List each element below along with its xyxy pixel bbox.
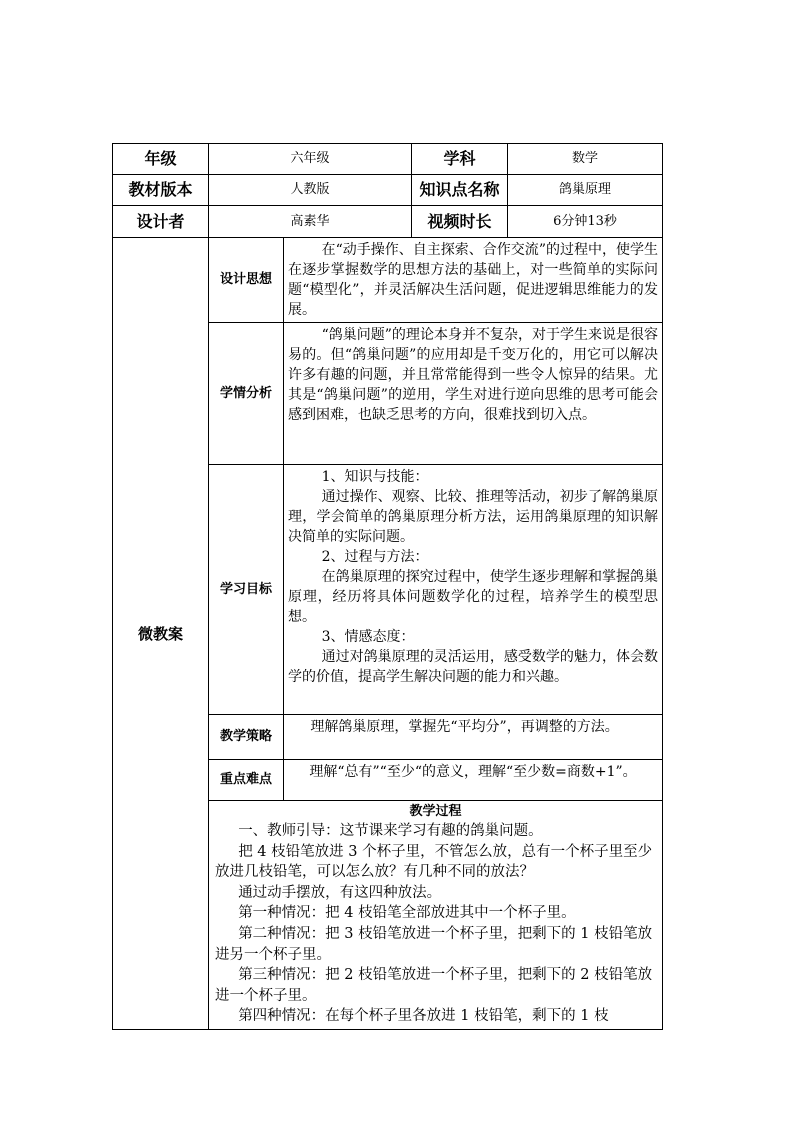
process-title: 教学过程 bbox=[409, 804, 462, 819]
micro-plan-label: 微教案 bbox=[113, 238, 209, 1030]
subject-value: 数学 bbox=[508, 144, 663, 175]
edition-label: 教材版本 bbox=[113, 175, 209, 206]
designer-label: 设计者 bbox=[113, 206, 209, 238]
design-idea-text-cell bbox=[284, 238, 663, 323]
strategy-label: 教学策略 bbox=[209, 715, 284, 760]
learner-analysis-text: “鸽巢问题”的理论本身并不复杂，对于学生来说是很容易的。但“鸽巢问题”的应用却是千变万化的，用它可以解决许多有趣的问题，并且常常能得到一些令人惊异的结果。尤其是“鸽巢问题”的逆用，学生对进行逆向思维的思考可能会感到困难，也缺乏思考的方向，很难找到切入点。 bbox=[288, 327, 659, 423]
process-cell bbox=[209, 801, 663, 1030]
objective-text: 通过操作、观察、比较、推理等活动，初步了解鸽巢原理，学会简单的鸽巢原理分析方法，运用鸽巢原理的知识解决简单的实际问题。 bbox=[288, 489, 659, 545]
lesson-plan-table bbox=[112, 143, 663, 1030]
process-paragraph: 第一种情况：把 4 枝铅笔全部放进其中一个杯子里。 bbox=[238, 905, 576, 922]
process-paragraph: 一、教师引导：这节课来学习有趣的鸽巢问题。 bbox=[238, 823, 543, 839]
objective-text: 通过对鸽巢原理的灵活运用，感受数学的魅力，体会数学的价值，提高学生解决问题的能力和兴趣。 bbox=[288, 649, 659, 685]
process-paragraph: 第二种情况：把 3 枝铅笔放进一个杯子里，把剩下的 1 枝铅笔放进另一个杯子里。 bbox=[215, 925, 653, 963]
strategy-text-cell bbox=[284, 715, 663, 760]
topic-value: 鸽巢原理 bbox=[508, 175, 663, 206]
objectives-text-cell bbox=[284, 465, 663, 715]
objective-heading: 1、知识与技能： bbox=[321, 469, 429, 485]
objective-heading: 2、过程与方法： bbox=[321, 549, 429, 565]
duration-value: 6分钟13秒 bbox=[508, 206, 663, 238]
grade-value: 六年级 bbox=[209, 144, 412, 175]
row-edition-topic bbox=[113, 175, 663, 206]
strategy-text: 理解鸽巢原理，掌握先“平均分”，再调整的方法。 bbox=[310, 719, 619, 735]
edition-value: 人教版 bbox=[209, 175, 412, 206]
key-points-text-cell bbox=[284, 760, 663, 801]
process-paragraph: 通过动手摆放，有这四种放法。 bbox=[238, 884, 442, 901]
design-idea-label: 设计思想 bbox=[209, 238, 284, 323]
duration-label: 视频时长 bbox=[412, 206, 508, 238]
row-designer-duration bbox=[113, 206, 663, 238]
key-points-text: 理解“总有”“至少“的意义，理解“至少数=商数+1”。 bbox=[309, 764, 637, 780]
learner-analysis-text-cell bbox=[284, 323, 663, 465]
designer-value: 高素华 bbox=[209, 206, 412, 238]
objective-text: 在鸽巢原理的探究过程中，使学生逐步理解和掌握鸽巢原理，经历将具体问题数学化的过程，培养学生的模型思想。 bbox=[288, 569, 659, 625]
row-design-idea bbox=[113, 238, 663, 323]
process-paragraph: 把 4 枝铅笔放进 3 个杯子里，不管怎么放，总有一个杯子里至少放进几枝铅笔，可以怎么放？有几种不同的放法？ bbox=[215, 843, 653, 881]
key-points-label: 重点难点 bbox=[209, 760, 284, 801]
objective-heading: 3、情感态度： bbox=[321, 629, 415, 645]
topic-label: 知识点名称 bbox=[412, 175, 508, 206]
subject-label: 学科 bbox=[412, 144, 508, 175]
learner-analysis-label: 学情分析 bbox=[209, 323, 284, 465]
grade-label: 年级 bbox=[113, 144, 209, 175]
design-idea-text: 在“动手操作、自主探索、合作交流”的过程中，使学生在逐步掌握数学的思想方法的基础上，对一些简单的实际问题“模型化”，并灵活解决生活问题，促进逻辑思维能力的发展。 bbox=[288, 242, 659, 318]
process-paragraph: 第三种情况：把 2 枝铅笔放进一个杯子里，把剩下的 2 枝铅笔放进一个杯子里。 bbox=[215, 967, 653, 1004]
row-grade-subject bbox=[113, 144, 663, 175]
process-paragraph: 第四种情况：在每个杯子里各放进 1 枝铅笔，剩下的 1 枝 bbox=[238, 1008, 609, 1025]
objectives-label: 学习目标 bbox=[209, 465, 284, 715]
